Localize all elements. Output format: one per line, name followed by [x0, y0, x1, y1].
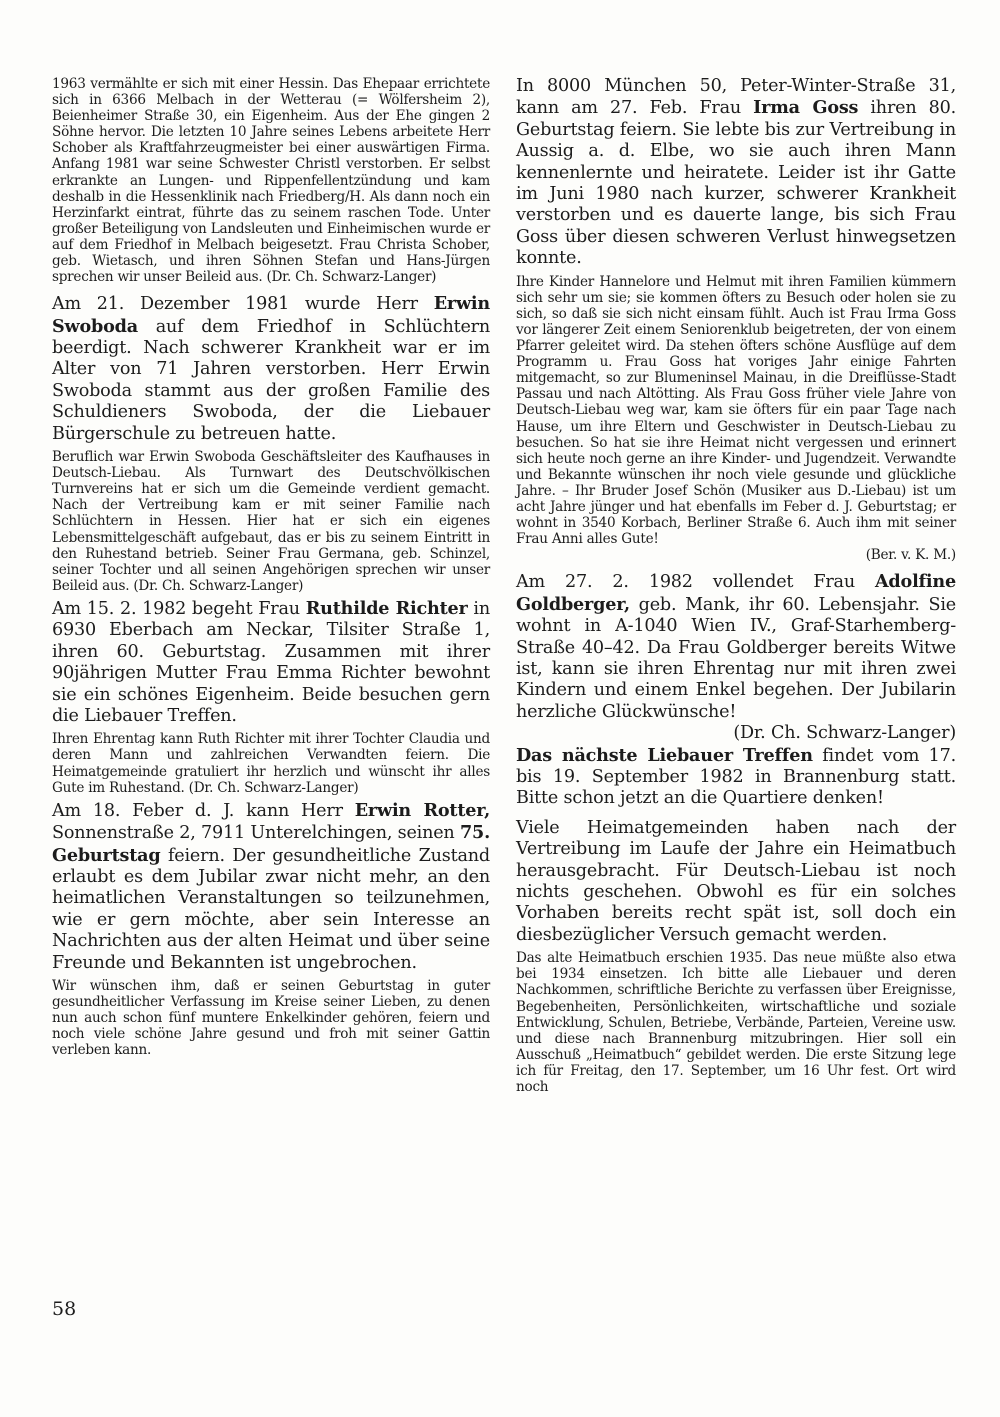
goldberger-intro-before: Am 27. 2. 1982 vollendet Frau: [516, 572, 875, 593]
swoboda-intro: [52, 293, 490, 445]
richter-body: Ihren Ehrentag kann Ruth Richter mit ihrer Tochter Claudia und deren Mann und zahlreichen Verwandten feiern. Die Heimatgemeinde gratuliert ihr herzlich und wünscht ihr alles Gute im Ruhestand. (Dr. Ch. Schwarz-Langer): [52, 731, 490, 796]
rotter-birthday: 75. Geburtstag: [52, 822, 490, 866]
swoboda-body: Beruflich war Erwin Swoboda Geschäftsleiter des Kaufhauses in Deutsch-Liebau. Als Turnwart des Deutschvölkischen Turnvereins hat er sich um die Gemeinde verdient gemacht. Nach der Vertreibung kam er mit seiner Familie nach Schlüchtern in Hessen. Hier hat er sich ein eigenes Lebensmittelgeschäft aufgebaut, das er bis zu seinem Eintritt in den Ruhestand betrieb. Seiner Frau Germana, geb. Schinzel, seiner Tochter und all seinen Angehörigen sprechen wir unser Beileid aus. (Dr. Ch. Schwarz-Langer): [52, 449, 490, 594]
goss-intro: [516, 76, 956, 270]
richter-intro-before: Am 15. 2. 1982 begeht Frau: [52, 598, 306, 619]
rotter-intro-before: Am 18. Feber d. J. kann Herr: [52, 800, 355, 821]
swoboda-name: Erwin Swoboda: [52, 293, 490, 337]
goss-body: Ihre Kinder Hannelore und Helmut mit ihren Familien kümmern sich sehr um sie; sie kommen öfters zu Besuch oder holen sie zu sich, so daß sie sich nicht einsam fühlt. Auch ist Frau Irma Goss vor längerer Zeit einem Seniorenklub beigetreten, der von einem Pfarrer geleitet wird. Da stehen öfters schöne Ausflüge auf dem Programm u. Frau Goss hat voriges Jahr einige Fahrten mitgemacht, so zur Blumeninsel Mainau, in die Dreiflüsse-Stadt Passau und nach Altötting. Als Frau Goss früher viele Jahre von Deutsch-Liebau weg war, kam sie öfters für ein paar Tage nach Hause, um ihre Eltern und Geschwister in Deutsch-Liebau zu besuchen. So hat sie ihre Heimat nicht vergessen und erinnert sich heute noch gerne an ihre Kinder- und Jugendzeit. Verwandte und Bekannte wünschen ihr noch viele gesunde und glückliche Jahre. – Ihr Bruder Josef Schön (Musiker aus D.-Liebau) ist um acht Jahre jünger und hat ebenfalls im Feber d. J. Geburtstag; er wohnt in 3540 Korbach, Berliner Straße 6. Auch ihm mit seiner Frau Anni alles Gute!: [516, 273, 956, 548]
richter-intro: [52, 598, 490, 727]
treffen-announcement: [516, 745, 956, 810]
goldberger-intro-after: geb. Mank, ihr 60. Lebensjahr. Sie wohnt in A-1040 Wien IV., Graf-Starhemberg-Straße 40–42. Da Frau Goldberger bereits Witwe ist, kann sie ihren Ehrentag nur mit ihren zwei Kindern und einem Enkel begehen. Der Jubilarin herzliche Glückwünsche!: [516, 594, 956, 722]
treffen-title: Das nächste Liebauer Treffen: [516, 744, 813, 766]
rotter-body: Wir wünschen ihm, daß er seinen Geburtstag in guter gesundheitlicher Verfassung im Kreise seiner Lieben, zu denen nun auch schon fünf muntere Enkelkinder gehören, feiern und noch viele schöne Jahre gesund und froh mit seiner Gattin verleben kann.: [52, 977, 490, 1059]
schober-obituary-text: 1963 vermählte er sich mit einer Hessin. Das Ehepaar errichtete sich in 6366 Melbach in der Wetterau (= Wölfersheim 2), Beienheimer Straße 30, ein Eigenheim. Aus der Ehe gingen 2 Söhne hervor. Die letzten 10 Jahre seines Lebens arbeitete Herr Schober als Kraftfahrzeugmeister bei einer auswärtigen Firma. Anfang 1981 war seine Schwester Christl verstorben. Er selbst erkrankte an Lungen- und Rippenfellentzündung und kam deshalb in die Hessenklinik nach Friedberg/H. Als dann noch ein Herzinfarkt eintrat, führte das zu seinem raschen Tode. Unter großer Beteiligung von Landsleuten und Einheimischen wurde er auf dem Friedhof in Melbach beigesetzt. Frau Christa Schober, geb. Wietasch, und ihren Söhnen Stefan und Hans-Jürgen sprechen wir unser Beileid aus. (Dr. Ch. Schwarz-Langer): [52, 76, 490, 286]
rotter-intro-after: feiern. Der gesundheitliche Zustand erlaubt es dem Jubilar zwar nicht mehr, an den heimatlichen Veranstaltungen so teilzunehmen, wie er gern möchte, aber sein Interesse an Nachrichten aus der alten Heimat und über seine Freunde und Bekannten ist ungebrochen.: [52, 845, 490, 973]
goldberger-name: Adolfine Goldberger,: [516, 571, 956, 615]
rotter-intro: [52, 800, 490, 974]
goss-intro-after: ihren 80. Geburtstag feiern. Sie lebte bis zur Vertreibung in Aussig a. d. Elbe, wo sie auch ihren Mann kennenlernte und heiratete. Leider ist ihr Gatte im Juni 1980 nach kurzer, schwerer Krankheit verstorben und es dauerte lange, bis sich Frau Goss über diesen schweren Verlust hinwegsetzen konnte.: [516, 98, 956, 269]
richter-name: Ruthilde Richter: [305, 597, 468, 619]
swoboda-intro-after: auf dem Friedhof in Schlüchtern beerdigt. Nach schwerer Krankheit war er im Alter von 71 Jahren verstorben. Herr Erwin Swoboda stammt aus der großen Familie des Schuldieners Swoboda, der die Liebauer Bürgerschule zu betreuen hatte.: [52, 316, 490, 444]
rotter-name: Erwin Rotter,: [354, 799, 490, 821]
treffen-text: findet vom 17. bis 19. September 1982 in Brannenburg statt. Bitte schon jetzt an die Quartiere denken!: [516, 745, 956, 809]
goldberger-intro: [516, 571, 956, 744]
left-column: [52, 76, 490, 1058]
heimatbuch-intro: Viele Heimatgemeinden haben nach der Vertreibung im Laufe der Jahre ein Heimatbuch herausgebracht. Für Deutsch-Liebau ist noch nichts geschehen. Obwohl es für ein solches Vorhaben bereits recht spät ist, soll doch ein diesbezüglicher Versuch gemacht werden.: [516, 817, 956, 945]
goss-signature: [516, 547, 956, 563]
goss-name: Irma Goss: [753, 97, 859, 119]
right-column: [516, 76, 956, 1095]
page-number: 58: [52, 1298, 77, 1320]
richter-intro-after: in 6930 Eberbach am Neckar, Tilsiter Straße 1, ihren 60. Geburtstag. Zusammen mit ihrer 90jährigen Mutter Frau Emma Richter bewohnt sie ein schönes Eigenheim. Beide besuchen gern die Liebauer Treffen.: [52, 598, 490, 726]
heimatbuch-body: Das alte Heimatbuch erschien 1935. Das neue müßte also etwa bei 1934 einsetzen. Ich bitte alle Liebauer und deren Nachkommen, schriftliche Berichte zu verfassen über Ereignisse, Begebenheiten, Persönlichkeiten, wirtschaftliche und soziale Entwicklung, Schulen, Betriebe, Verbände, Parteien, Vereine usw. und diese nach Brannenburg mitzubringen. Hier soll ein Ausschuß „Heimatbuch“ gebildet werden. Die erste Sitzung lege ich für Freitag, den 17. September, um 16 Uhr fest. Ort wird noch: [516, 950, 956, 1095]
goldberger-signature: (Dr. Ch. Schwarz-Langer): [733, 723, 956, 744]
goss-signature-text: (Ber. v. K. M.): [865, 547, 956, 564]
rotter-intro-middle: Sonnenstraße 2, 7911 Unterelchingen, seinen: [52, 823, 460, 844]
goss-intro-before: In 8000 München 50, Peter-Winter-Straße 31, kann am 27. Feb. Frau: [516, 76, 956, 119]
swoboda-intro-before: Am 21. Dezember 1981 wurde Herr: [52, 294, 434, 315]
